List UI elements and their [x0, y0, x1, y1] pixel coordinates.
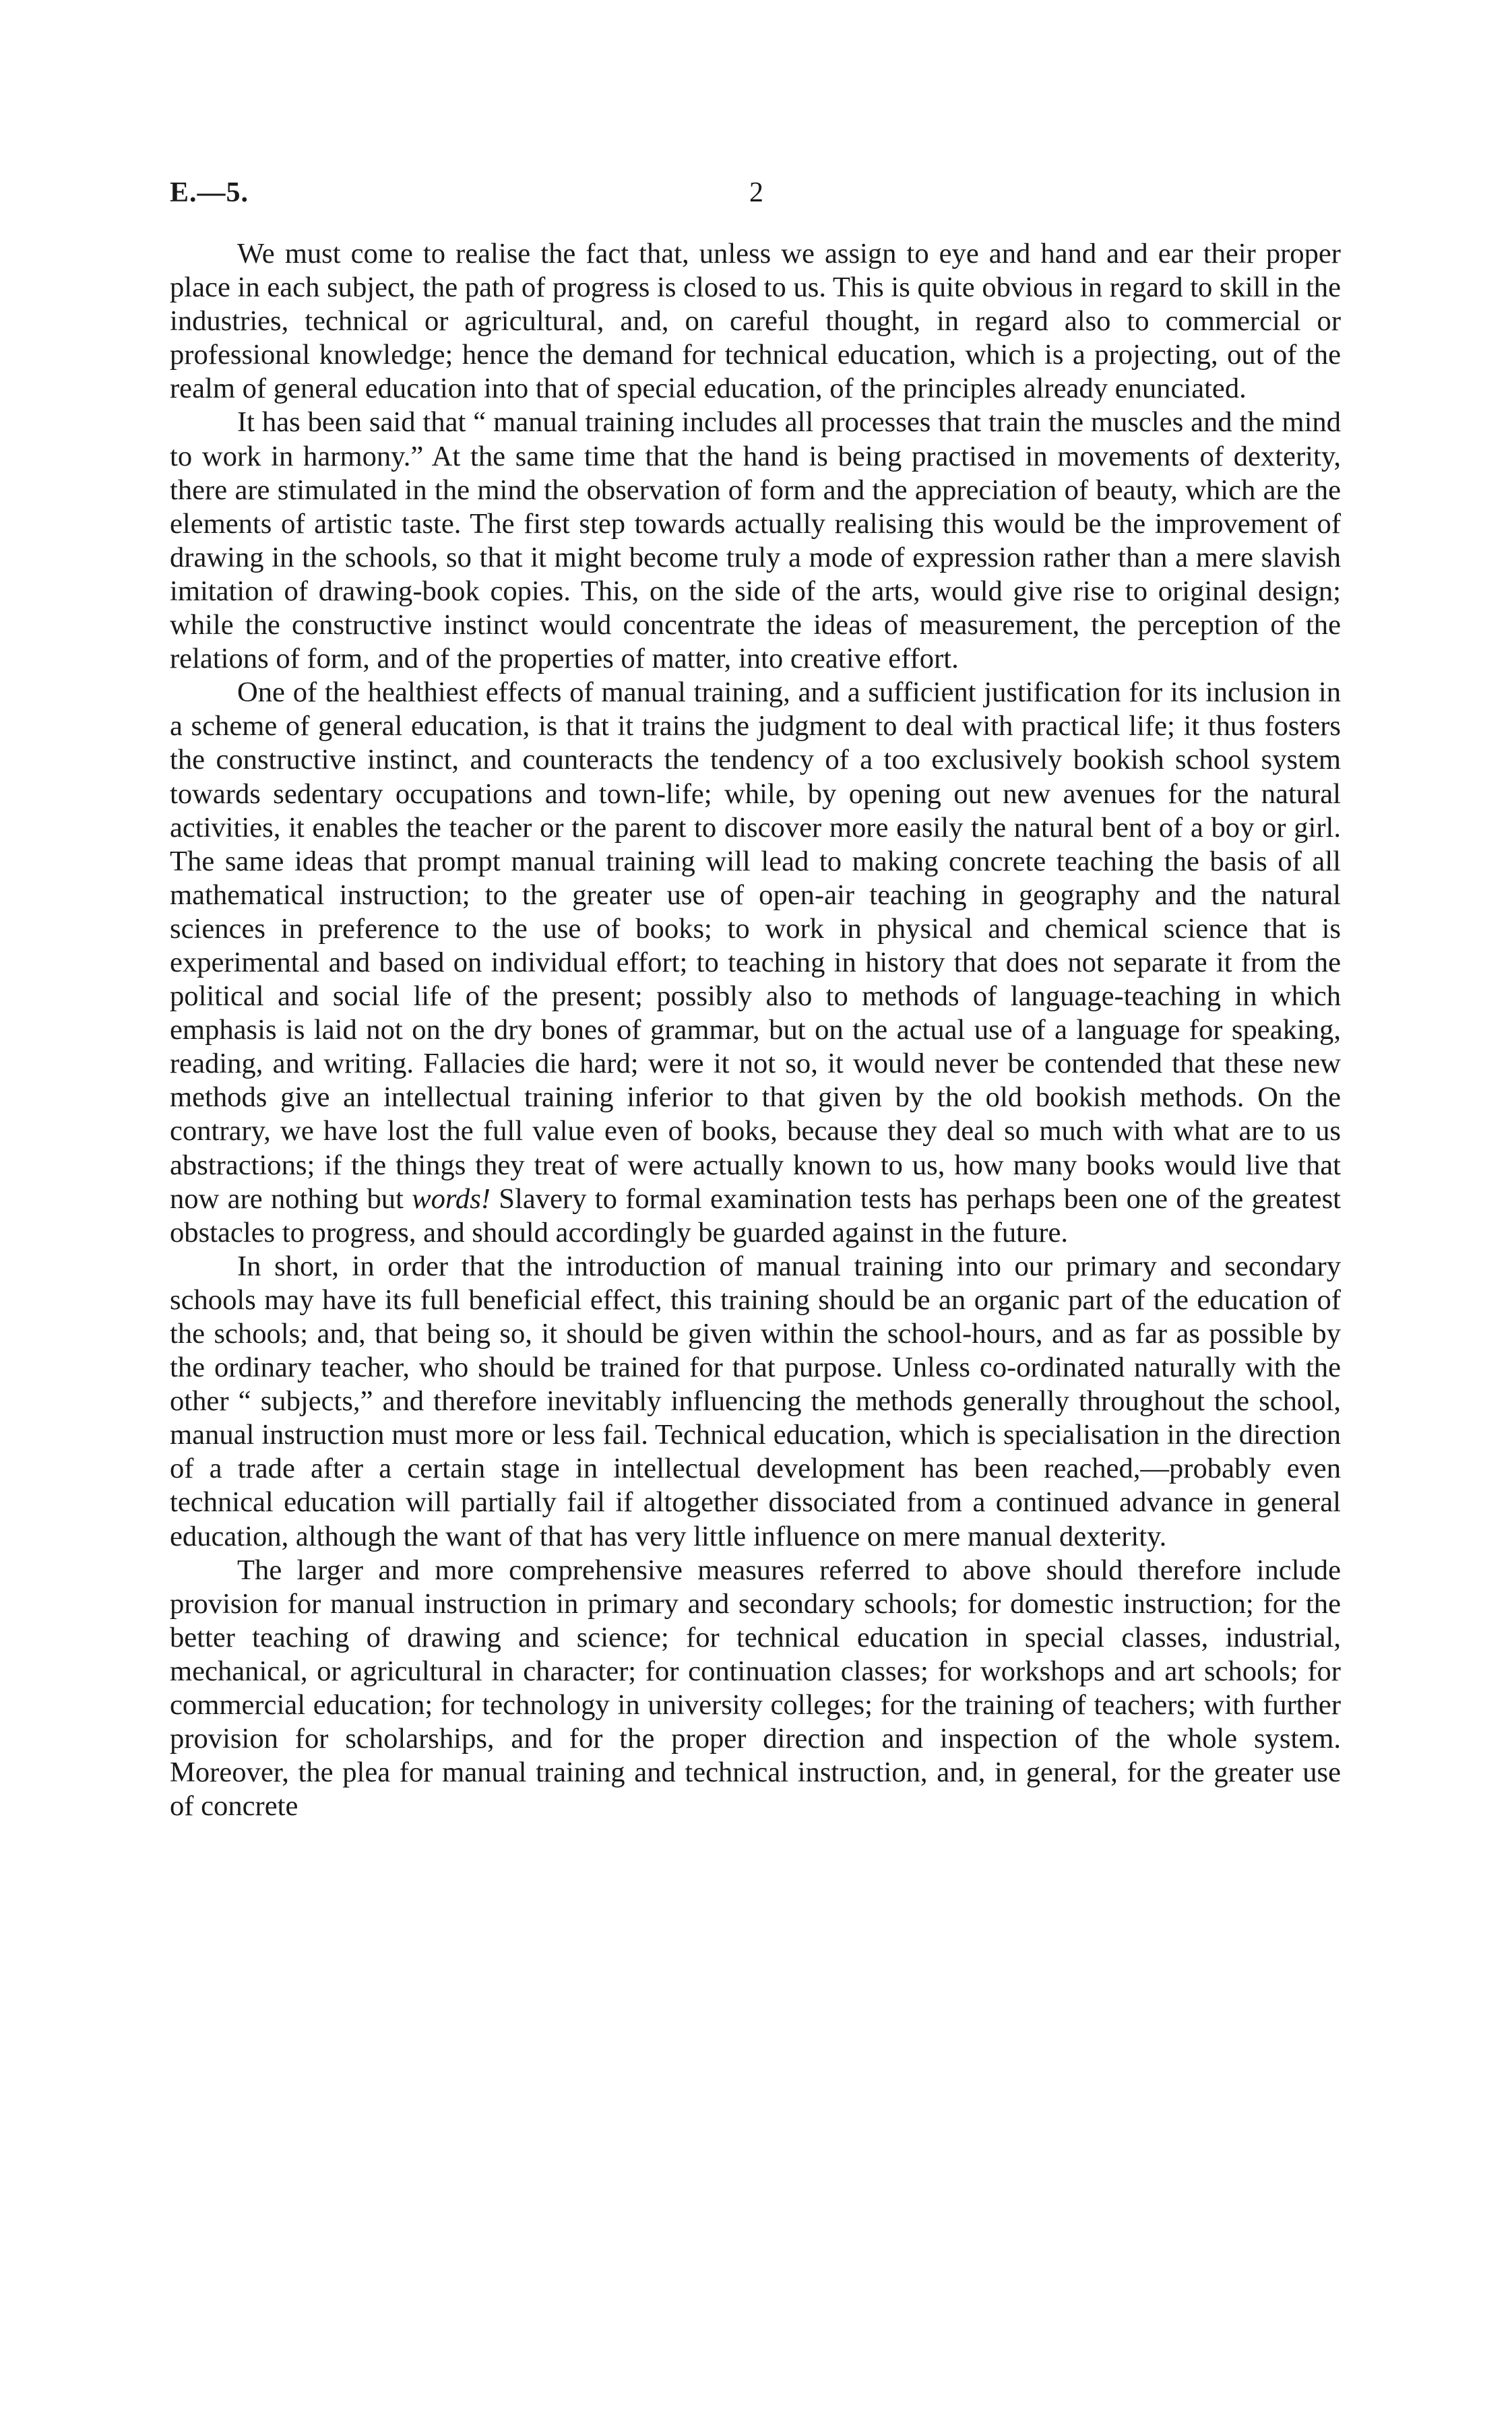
emphasized-word: words! — [412, 1182, 491, 1215]
paragraph-manual-training-definition: It has been said that “ manual training includes all processes that train the muscles and the mind to work in harmony.” At the same time that the hand is being practised in movements of dexterity, there are stimulated in the mind the observation of form and the appreciation of beauty, which are the elements of artistic taste. The first step towards actually realising this would be the improvement of drawing in the schools, so that it might become truly a mode of expression rather than a mere slavish imitation of drawing-book copies. This, on the side of the arts, would give rise to original design; while the constructive instinct would concentrate the ideas of measurement, the perception of the relations of form, and of the properties of matter, into creative effort. — [170, 406, 1341, 675]
paragraph-text-after-emphasis: Slavery to formal examination tests has perhaps been one of the greatest obstacles to progress, and should accordingly be guarded against in the future. — [170, 1182, 1341, 1248]
paragraph-comprehensive-measures: The larger and more comprehensive measures referred to above should therefore include provision for manual instruction in primary and secondary schools; for domestic instruction; for the better teaching of drawing and science; for technical education in special classes, industrial, mechanical, or agricultural in character; for continuation classes; for workshops and art schools; for commercial education; for technology in university colleges; for the training of teachers; with further provision for scholarships, and for the proper direction and inspection of the whole system. Moreover, the plea for manual training and technical instruction, and, in general, for the greater use of concrete — [170, 1554, 1341, 1823]
paragraph-text-before-emphasis: One of the healthiest effects of manual training, and a sufficient justification for its inclusion in a scheme of general education, is that it trains the judgment to deal with practical life; it thus fosters the constructive instinct, and counteracts the tendency of a too exclusively bookish school system towards sedentary occupations and town-life; while, by opening out new avenues for the natural activities, it enables the teacher or the parent to discover more easily the natural bent of a boy or girl. The same ideas that prompt manual training will lead to making concrete teaching the basis of all mathematical instruction; to the greater use of open-air teaching in geography and the natural sciences in preference to the use of books; to work in physical and chemical science that is experimental and based on individual effort; to teaching in history that does not separate it from the political and social life of the present; possibly also to methods of language-teaching in which emphasis is laid not on the dry bones of grammar, but on the actual use of a language for speaking, reading, and writing. Fallacies die hard; were it not so, it would never be contended that these new methods give an intellectual training inferior to that given by the old bookish methods. On the contrary, we have lost the full value even of books, because they deal so much with what are to us abstractions; if the things they treat of were actually known to us, how many books would live that now are nothing but — [170, 676, 1341, 1215]
page-header — [170, 177, 1342, 217]
document-reference: E.—5. — [170, 177, 249, 208]
paragraph-eye-hand-ear: We must come to realise the fact that, unless we assign to eye and hand and ear their proper place in each subject, the path of progress is closed to us. This is quite obvious in regard to skill in the industries, technical or agricultural, and, on careful thought, in regard also to commercial or professional knowledge; hence the demand for technical education, which is a projecting, out of the realm of general education into that of special education, of the principles already enunciated. — [170, 238, 1341, 405]
paragraph-healthiest-effects — [170, 676, 1341, 1250]
page-number: 2 — [749, 177, 763, 208]
paragraph-in-short: In short, in order that the introduction of manual training into our primary and secondary schools may have its full beneficial effect, this training should be an organic part of the education of the schools; and, that being so, it should be given within the school-hours, and as far as possible by the ordinary teacher, who should be trained for that purpose. Unless co-ordinated naturally with the other “ subjects,” and therefore inevitably influencing the methods generally throughout the school, manual instruction must more or less fail. Technical education, which is specialisation in the direction of a trade after a certain stage in intellectual development has been reached,—probably even technical education will partially fail if altogether dissociated from a continued advance in general education, although the want of that has very little influence on mere manual dexterity. — [170, 1250, 1341, 1552]
body-text — [170, 237, 1341, 1823]
